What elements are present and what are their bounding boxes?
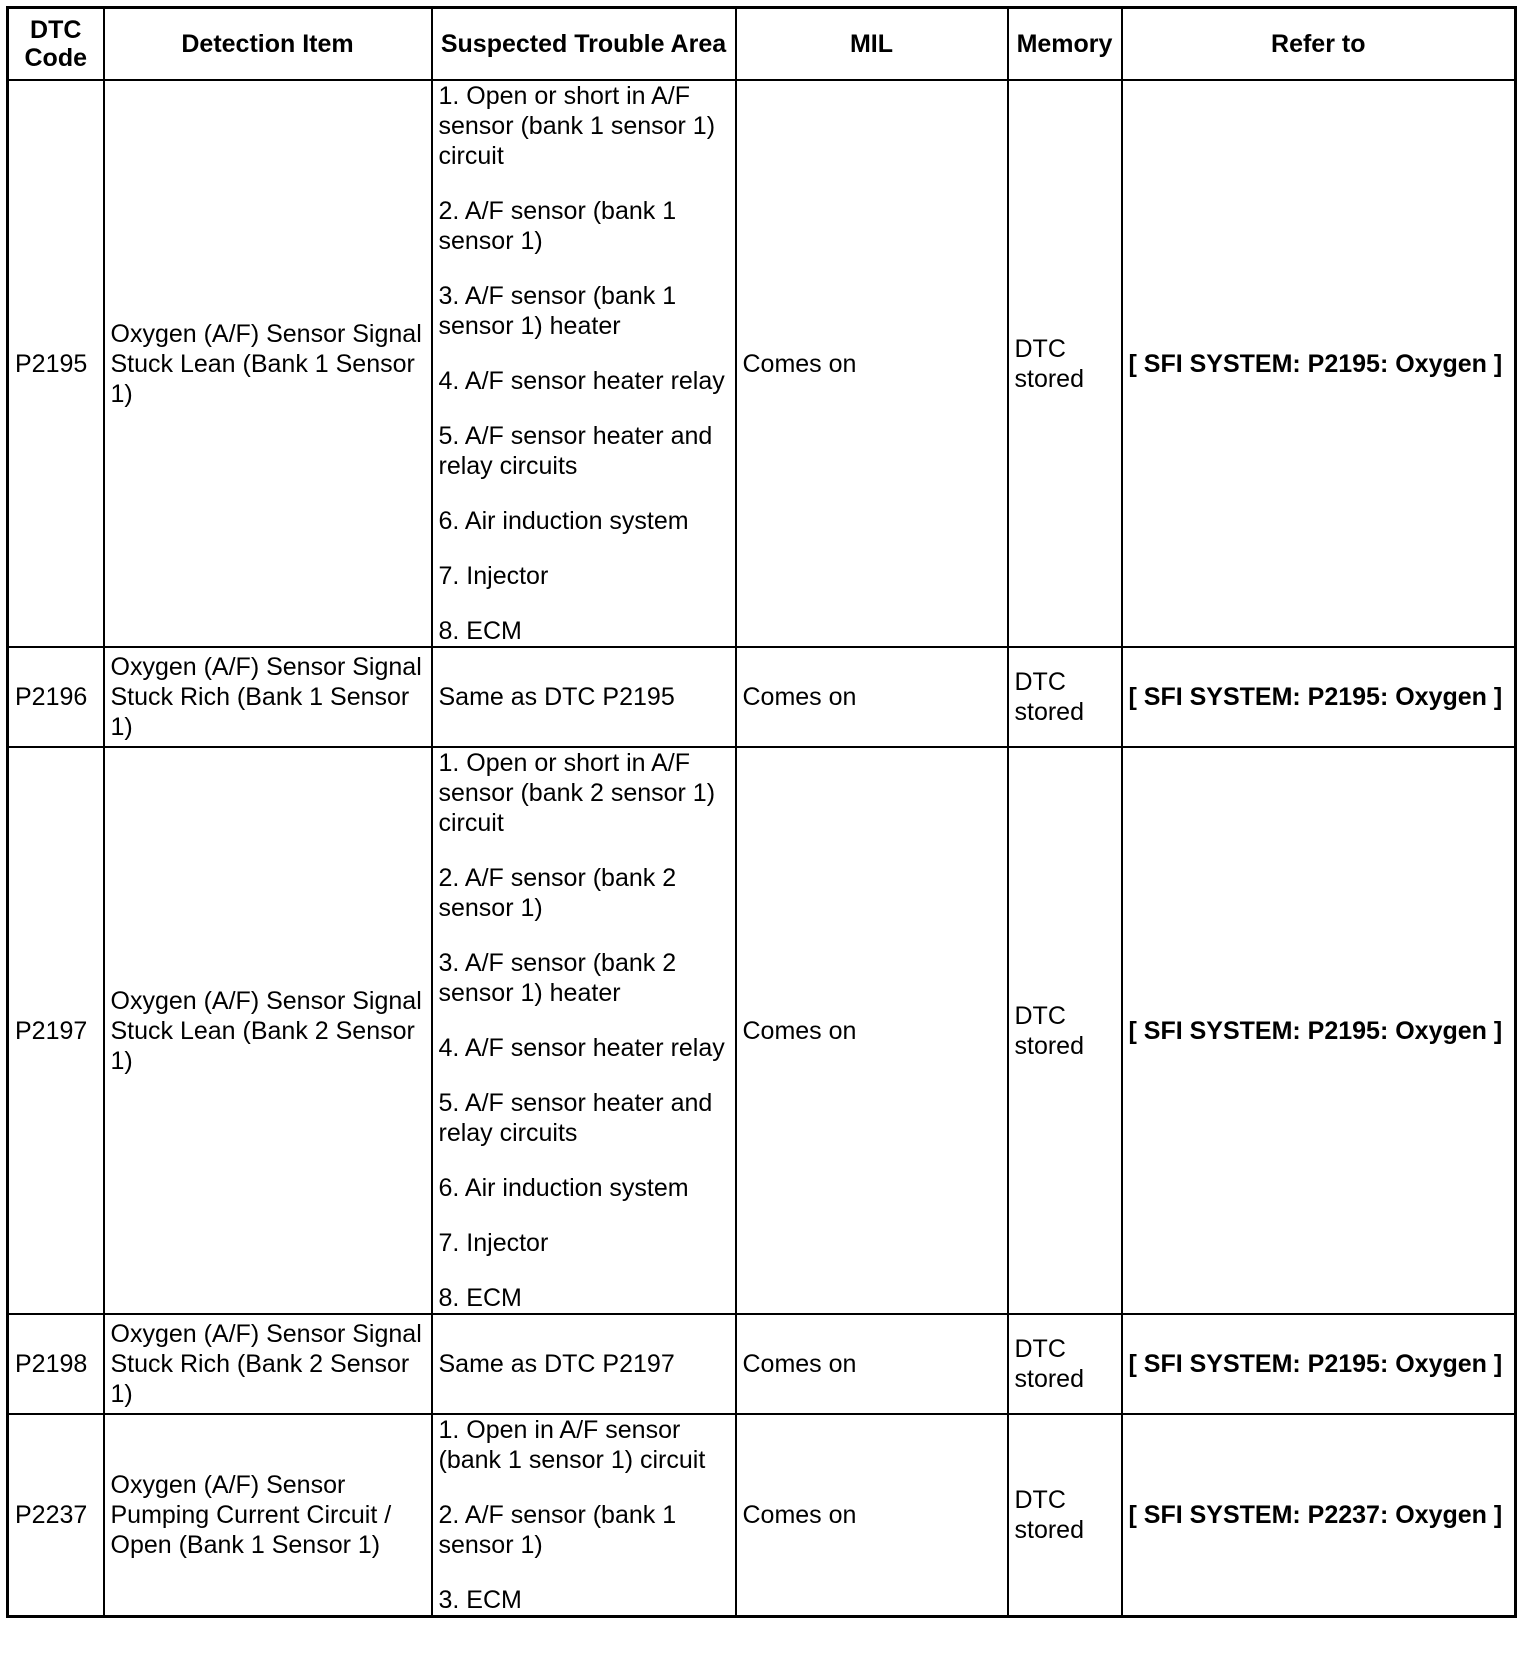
trouble-area-item: 7. Injector [438,562,549,590]
trouble-area-item: 6. Air induction system [438,507,689,535]
detection-item-cell: Oxygen (A/F) Sensor Signal Stuck Rich (Bank 2 Sensor 1) [104,1314,432,1414]
trouble-area-list [439,682,729,712]
memory-cell: DTC stored [1008,1414,1122,1617]
trouble-area-item: 6. Air induction system [438,1174,689,1202]
memory-cell: DTC stored [1008,80,1122,647]
refer-to-cell: [ SFI SYSTEM: P2195: Oxygen ] [1122,647,1516,747]
table-row [8,647,1516,747]
header-mil: MIL [736,8,1008,81]
header-dtc-code: DTC Code [8,8,104,81]
header-memory: Memory [1008,8,1122,81]
trouble-area-list [439,1415,729,1615]
trouble-area-item: 4. A/F sensor heater relay [438,1034,725,1062]
detection-item-cell: Oxygen (A/F) Sensor Signal Stuck Rich (Bank 1 Sensor 1) [104,647,432,747]
trouble-area-item: Same as DTC P2195 [438,683,675,711]
detection-item-cell: Oxygen (A/F) Sensor Pumping Current Circuit / Open (Bank 1 Sensor 1) [104,1414,432,1617]
refer-to-cell: [ SFI SYSTEM: P2237: Oxygen ] [1122,1414,1516,1617]
header-detection-item: Detection Item [104,8,432,81]
dtc-code-cell: P2195 [8,80,104,647]
trouble-area-item: 1. Open in A/F sensor (bank 1 sensor 1) circuit [438,1416,706,1474]
trouble-area-list [439,81,729,646]
trouble-area-item: Same as DTC P2197 [438,1350,675,1378]
dtc-code-cell: P2197 [8,747,104,1314]
trouble-area-item: 1. Open or short in A/F sensor (bank 2 sensor 1) circuit [438,749,716,837]
refer-to-cell: [ SFI SYSTEM: P2195: Oxygen ] [1122,747,1516,1314]
suspected-trouble-area-cell [432,747,736,1314]
table-row [8,747,1516,1314]
table-row [8,80,1516,647]
trouble-area-list [439,748,729,1313]
trouble-area-item: 8. ECM [438,1284,522,1312]
trouble-area-list [439,1349,729,1379]
header-row [8,8,1516,81]
memory-cell: DTC stored [1008,747,1122,1314]
table-row [8,1414,1516,1617]
trouble-area-item: 5. A/F sensor heater and relay circuits [438,422,713,480]
memory-cell: DTC stored [1008,647,1122,747]
trouble-area-item: 2. A/F sensor (bank 1 sensor 1) [438,1501,677,1559]
suspected-trouble-area-cell [432,1414,736,1617]
suspected-trouble-area-cell [432,647,736,747]
suspected-trouble-area-cell [432,80,736,647]
dtc-code-cell: P2237 [8,1414,104,1617]
header-refer-to: Refer to [1122,8,1516,81]
mil-cell: Comes on [736,647,1008,747]
memory-cell: DTC stored [1008,1314,1122,1414]
mil-cell: Comes on [736,747,1008,1314]
dtc-code-cell: P2198 [8,1314,104,1414]
table-row [8,1314,1516,1414]
table-header [8,8,1516,81]
trouble-area-item: 3. ECM [438,1586,522,1614]
header-suspected-trouble-area: Suspected Trouble Area [432,8,736,81]
dtc-code-cell: P2196 [8,647,104,747]
trouble-area-item: 1. Open or short in A/F sensor (bank 1 sensor 1) circuit [438,82,716,170]
trouble-area-item: 2. A/F sensor (bank 2 sensor 1) [438,864,677,922]
trouble-area-item: 4. A/F sensor heater relay [438,367,725,395]
trouble-area-item: 8. ECM [438,617,522,645]
suspected-trouble-area-cell [432,1314,736,1414]
detection-item-cell: Oxygen (A/F) Sensor Signal Stuck Lean (Bank 1 Sensor 1) [104,80,432,647]
mil-cell: Comes on [736,80,1008,647]
dtc-table [6,6,1517,1618]
mil-cell: Comes on [736,1414,1008,1617]
trouble-area-item: 3. A/F sensor (bank 2 sensor 1) heater [438,949,677,1007]
mil-cell: Comes on [736,1314,1008,1414]
trouble-area-item: 2. A/F sensor (bank 1 sensor 1) [438,197,677,255]
trouble-area-item: 3. A/F sensor (bank 1 sensor 1) heater [438,282,677,340]
refer-to-cell: [ SFI SYSTEM: P2195: Oxygen ] [1122,80,1516,647]
table-body [8,80,1516,1617]
trouble-area-item: 7. Injector [438,1229,549,1257]
trouble-area-item: 5. A/F sensor heater and relay circuits [438,1089,713,1147]
detection-item-cell: Oxygen (A/F) Sensor Signal Stuck Lean (Bank 2 Sensor 1) [104,747,432,1314]
refer-to-cell: [ SFI SYSTEM: P2195: Oxygen ] [1122,1314,1516,1414]
